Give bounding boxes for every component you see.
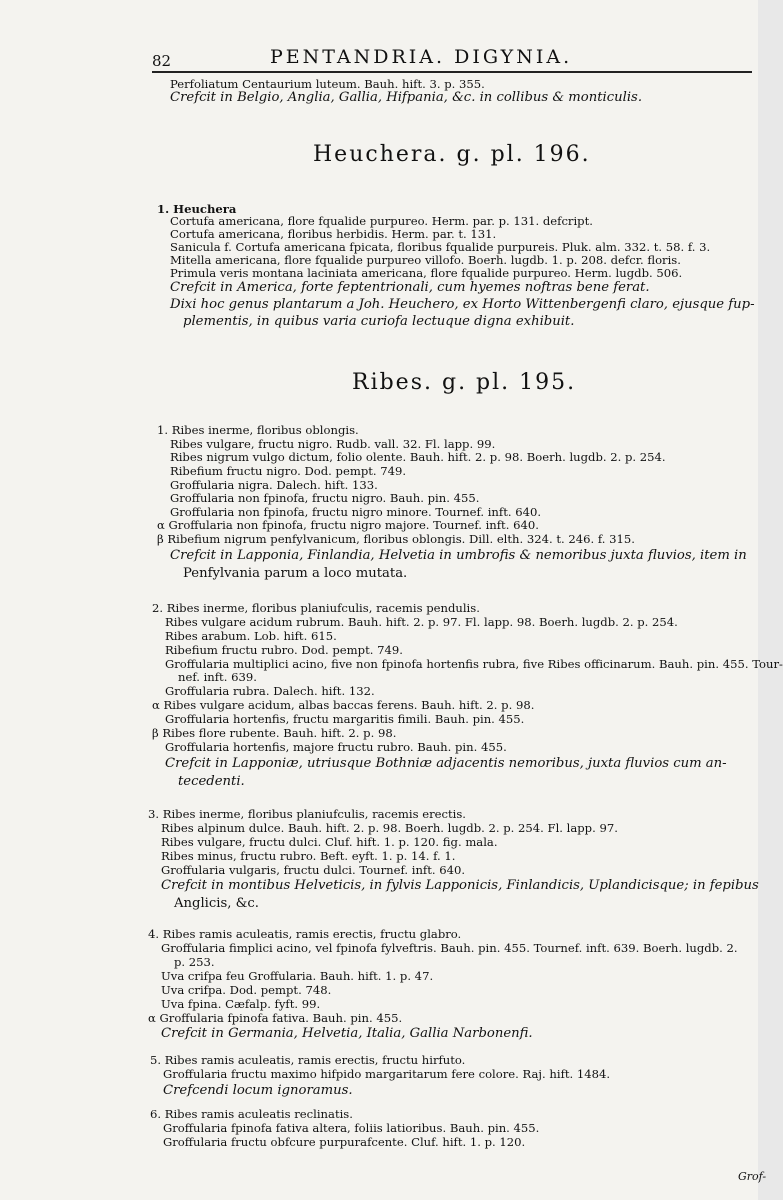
text-line: Uva crifpa. Dod. pempt. 748. xyxy=(161,983,332,997)
text-line: Ribefium fructu nigro. Dod. pempt. 749. xyxy=(170,464,407,478)
text-line: Ribes vulgare, fructu nigro. Rudb. vall. 32. Fl. lapp. 99. xyxy=(170,437,496,451)
text-line: p. 253. xyxy=(174,955,215,969)
text-line: Ribes arabum. Lob. hift. 615. xyxy=(165,629,337,643)
text-line: Ribes alpinum dulce. Bauh. hift. 2. p. 98. Boerh. lugdb. 2. p. 254. Fl. lapp. 97. xyxy=(161,821,618,835)
text-line: Groffularia hortenfis, majore fructu rubro. Bauh. pin. 455. xyxy=(165,740,507,754)
text-line: Groffularia fimplici acino, vel fpinofa fylveftris. Bauh. pin. 455. Tournef. inft. 639. Boerh. lugdb. 2. xyxy=(161,941,738,955)
text-line: nef. inft. 639. xyxy=(178,670,257,684)
text-line: Groffularia non fpinofa, fructu nigro. Bauh. pin. 455. xyxy=(170,491,480,505)
header-rule xyxy=(152,71,752,73)
text-line: α Groffularia non fpinofa, fructu nigro majore. Tournef. inft. 640. xyxy=(157,518,539,532)
species-heading: 4. Ribes ramis aculeatis, ramis erectis, fructu glabro. xyxy=(148,927,462,941)
text-line: Groffularia rubra. Dalech. hift. 132. xyxy=(165,684,375,698)
text-line: Groffularia fpinofa fativa altera, foliis latioribus. Bauh. pin. 455. xyxy=(163,1121,540,1135)
text-line: Dixi hoc genus plantarum a Joh. Heuchero, ex Horto Wittenbergenfi claro, ejusque fup- xyxy=(170,297,755,312)
text-line: Uva crifpa feu Groffularia. Bauh. hift. 1. p. 47. xyxy=(161,969,434,983)
text-line: tecedenti. xyxy=(178,774,245,789)
species-heading: 6. Ribes ramis aculeatis reclinatis. xyxy=(150,1107,353,1121)
genus-heading: Ribes. g. pl. 195. xyxy=(352,370,577,395)
text-line: Crefcit in Lapponia, Finlandia, Helvetia in umbrofis & nemoribus juxta fluvios, item in xyxy=(170,548,747,563)
text-line: Penfylvania parum a loco mutata. xyxy=(183,566,408,581)
text-line: Cortufa americana, flore fqualide purpureo. Herm. par. p. 131. defcript. xyxy=(170,214,593,228)
running-head: PENTANDRIA. DIGYNIA. xyxy=(270,46,573,68)
species-heading: 2. Ribes inerme, floribus planiufculis, racemis pendulis. xyxy=(152,601,480,615)
text-line: Groffularia hortenfis, fructu margaritis fimili. Bauh. pin. 455. xyxy=(165,712,525,726)
text-line: Ribes vulgare acidum rubrum. Bauh. hift. 2. p. 97. Fl. lapp. 98. Boerh. lugdb. 2. p. 254. xyxy=(165,615,678,629)
text-line: Mitella americana, flore fqualide purpureo villofo. Boerh. lugdb. 1. p. 208. defcr. floris. xyxy=(170,253,681,267)
catchword: Grof- xyxy=(738,1170,767,1183)
text-line: α Groffularia fpinofa fativa. Bauh. pin. 455. xyxy=(148,1011,403,1025)
text-line: α Ribes vulgare acidum, albas baccas ferens. Bauh. hift. 2. p. 98. xyxy=(152,698,535,712)
text-line: Cortufa americana, floribus herbidis. Herm. par. t. 131. xyxy=(170,227,497,241)
genus-heading: Heuchera. g. pl. 196. xyxy=(313,142,591,167)
text-line: Groffularia multiplici acino, five non fpinofa hortenfis rubra, five Ribes officinarum. Bauh. pin. 455. Tour- xyxy=(165,657,783,671)
text-line: Ribes nigrum vulgo dictum, folio olente. Bauh. hift. 2. p. 98. Boerh. lugdb. 2. p. 254. xyxy=(170,450,666,464)
text-line: Crefcit in Lapponiæ, utriusque Bothniæ adjacentis nemoribus, juxta fluvios cum an- xyxy=(165,756,727,771)
species-heading: 1. Ribes inerme, floribus oblongis. xyxy=(157,423,359,437)
text-line: β Ribefium nigrum penfylvanicum, floribus oblongis. Dill. elth. 324. t. 246. f. 315. xyxy=(157,532,635,546)
text-line: Anglicis, &c. xyxy=(174,896,259,911)
text-line: Crefcit in Belgio, Anglia, Gallia, Hifpania, &c. in collibus & monticulis. xyxy=(170,90,643,105)
text-line: Sanicula f. Cortufa americana fpicata, floribus fqualide purpureis. Pluk. alm. 332. t. 58. f. 3. xyxy=(170,240,711,254)
text-line: Groffularia fructu maximo hifpido margaritarum fere colore. Raj. hift. 1484. xyxy=(163,1067,611,1081)
text-line: Crefcendi locum ignoramus. xyxy=(163,1083,353,1098)
text-line: Primula veris montana laciniata americana, flore fqualide purpureo. Herm. lugdb. 506. xyxy=(170,266,683,280)
text-line: Crefcit in America, forte feptentrionali, cum hyemes noftras bene ferat. xyxy=(170,280,650,295)
text-line: Perfoliatum Centaurium luteum. Bauh. hift. 3. p. 355. xyxy=(170,77,485,91)
text-line: Groffularia fructu obfcure purpurafcente. Cluf. hift. 1. p. 120. xyxy=(163,1135,526,1149)
page-number: 82 xyxy=(152,52,172,70)
text-line: Ribefium fructu rubro. Dod. pempt. 749. xyxy=(165,643,403,657)
text-line: Crefcit in Germania, Helvetia, Italia, Gallia Narbonenfi. xyxy=(161,1026,533,1041)
species-heading: 3. Ribes inerme, floribus planiufculis, racemis erectis. xyxy=(148,807,466,821)
text-line: Ribes vulgare, fructu dulci. Cluf. hift. 1. p. 120. fig. mala. xyxy=(161,835,498,849)
species-heading: 1. Heuchera xyxy=(157,202,237,216)
text-line: Groffularia vulgaris, fructu dulci. Tournef. inft. 640. xyxy=(161,863,466,877)
text-line: plementis, in quibus varia curiofa lectuque digna exhibuit. xyxy=(183,314,575,329)
species-heading: 5. Ribes ramis aculeatis, ramis erectis, fructu hirfuto. xyxy=(150,1053,466,1067)
text-line: Crefcit in montibus Helveticis, in fylvis Lapponicis, Finlandicis, Uplandicisque; in fepibus xyxy=(161,878,759,893)
text-line: Ribes minus, fructu rubro. Beft. eyft. 1. p. 14. f. 1. xyxy=(161,849,456,863)
text-line: Uva fpina. Cæfalp. fyft. 99. xyxy=(161,997,321,1011)
text-line: β Ribes flore rubente. Bauh. hift. 2. p. 98. xyxy=(152,726,397,740)
text-line: Groffularia nigra. Dalech. hift. 133. xyxy=(170,478,378,492)
text-line: Groffularia non fpinofa, fructu nigro minore. Tournef. inft. 640. xyxy=(170,505,542,519)
